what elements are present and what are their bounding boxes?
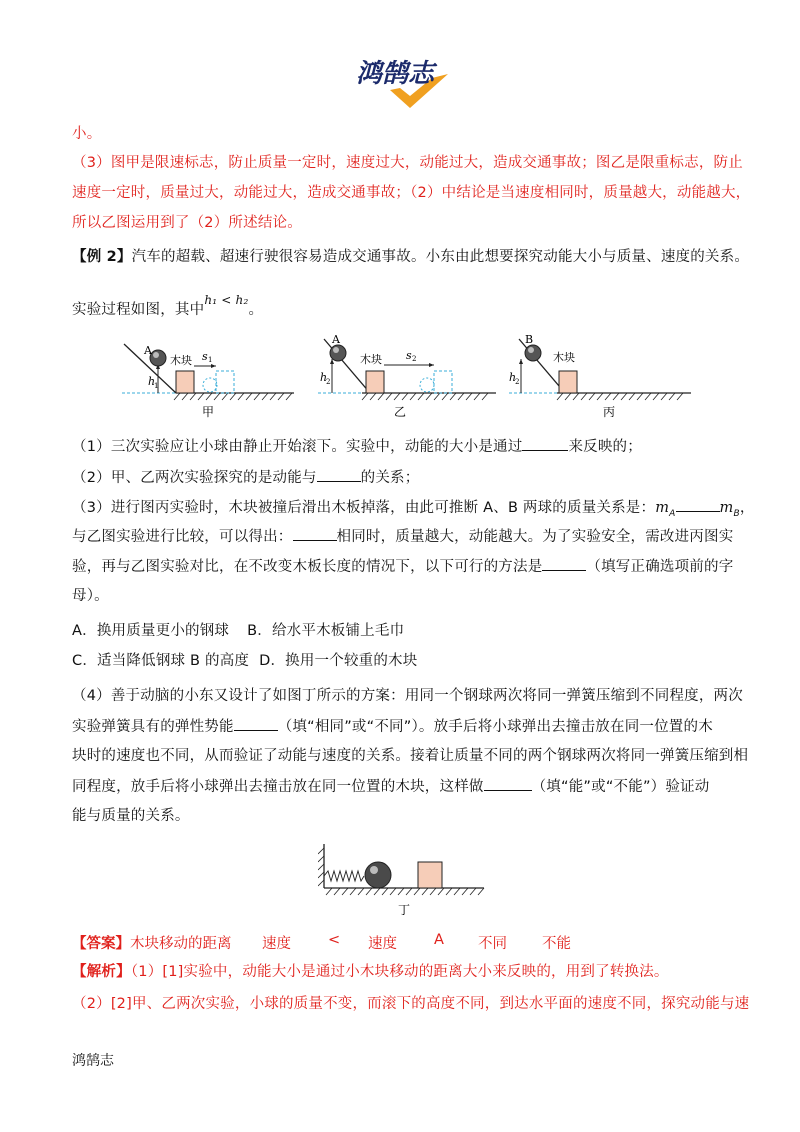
question-4-line3: 块时的速度也不同，从而验证了动能与速度的关系。接着让质量不同的两个钢球两次将同一弹簧压缩到相 (72, 748, 749, 764)
answer-6: 不同 (478, 936, 507, 952)
example-tag: 【例 2】 (72, 249, 132, 265)
svg-text:h: h (148, 375, 156, 388)
question-4-line5: 能与质量的关系。 (72, 808, 190, 824)
svg-text:1: 1 (208, 356, 213, 364)
logo-text: 鸿鹄志 (356, 59, 435, 89)
ball-label: A (144, 344, 152, 357)
figure-bing (505, 333, 695, 423)
prev-answer-line: 所以乙图运用到了（2）所述结论。 (72, 215, 302, 231)
svg-text:h: h (320, 371, 328, 384)
question-4-line2: 实验弹簧具有的弹性势能 （填“相同”或“不同”）。放手后将小球弹出去撞击放在同一位置的木 (72, 716, 713, 737)
svg-text:2: 2 (412, 355, 417, 363)
question-3-line4: 母）。 (72, 588, 109, 604)
figure-caption: 乙 (394, 405, 407, 419)
option-c: C．适当降低钢球 B 的高度 (72, 653, 250, 669)
ball-label: B (525, 333, 534, 346)
question-3-line1: （3）进行图丙实验时，木块被撞后滑出木板掉落，由此可推断 A、B 两球的质量关系是：$m_A$ $m_B$， (72, 497, 755, 524)
question-4-line1: （4）善于动脑的小东又设计了如图丁所示的方案：用同一个钢球两次将同一弹簧压缩到不同程度，两次 (72, 688, 743, 704)
answer-4: 速度 (368, 936, 397, 952)
answer-7: 不能 (542, 936, 571, 952)
answer-label: 【答案】 (72, 936, 130, 952)
answer-blank[interactable] (484, 776, 532, 791)
answer-blank[interactable] (293, 526, 337, 541)
figure-caption: 丁 (398, 903, 411, 917)
analysis-line2: （2）[2]甲、乙两次实验，小球的质量不变，而滚下的高度不同，到达水平面的速度不同，探究动能与速 (72, 996, 750, 1012)
question-2: （2）甲、乙两次实验探究的是动能与 的关系； (72, 467, 419, 488)
svg-text:木块: 木块 (170, 354, 192, 367)
prev-answer-line: 速度一定时，质量过大，动能过大，造成交通事故；（2）中结论是当速度相同时，质量越大，动能越大， (72, 185, 751, 201)
analysis-line1: 【解析】（1）[1]实验中，动能大小是通过小木块移动的距离大小来反映的，用到了转换法。 (72, 964, 669, 980)
question-3-line3: 验，再与乙图实验对比，在不改变木板长度的情况下，以下可行的方法是 （填写正确选项前的字 (72, 556, 733, 577)
svg-text:s: s (406, 349, 412, 362)
figure-caption: 丙 (603, 405, 616, 419)
formula: h₁ < h₂ (204, 293, 249, 307)
svg-text:s: s (202, 350, 208, 363)
svg-text:木块: 木块 (553, 351, 575, 364)
option-b: B．给水平木板铺上毛巾 (247, 623, 405, 639)
example-formula-line: 实验过程如图，其中$^{h_1 < h_2}$。 (72, 293, 264, 318)
answer-blank[interactable] (522, 436, 568, 451)
answer-blank[interactable] (542, 556, 586, 571)
ball-label: A (332, 333, 340, 346)
answer-blank[interactable] (676, 497, 720, 512)
option-a: A．换用质量更小的钢球 (72, 623, 230, 639)
options-row-2 (72, 651, 417, 671)
analysis-label: 【解析】 (72, 964, 131, 980)
answer-3: < (328, 932, 341, 948)
options-row-1 (72, 621, 404, 641)
figure-yi (310, 333, 500, 423)
figure-ding (318, 840, 488, 920)
answer-blank[interactable] (234, 716, 278, 731)
figure-caption: 甲 (202, 405, 215, 418)
prev-answer-line: （3）图甲是限速标志，防止质量一定时，速度过大，动能过大，造成交通事故；图乙是限重标志，防止 (72, 155, 743, 171)
question-4-line4: 同程度，放手后将小球弹出去撞击放在同一位置的木块，这样做 （填“能”或“不能”）验证动 (72, 776, 709, 797)
svg-text:1: 1 (154, 382, 159, 390)
answer-5: A (434, 932, 444, 948)
example-intro: 【例 2】汽车的超载、超速行驶很容易造成交通事故。小东由此想要探究动能大小与质量、速度的关系。 (72, 249, 750, 265)
svg-text:2: 2 (515, 378, 520, 386)
question-3-line2: 与乙图实验进行比较，可以得出： 相同时，质量越大，动能越大。为了实验安全，需改进丙图实 (72, 526, 733, 547)
brand-logo (352, 52, 472, 112)
answer-1: 木块移动的距离 (130, 936, 232, 952)
option-d: D．换用一个较重的木块 (259, 653, 418, 669)
svg-text:h: h (509, 371, 517, 384)
svg-text:2: 2 (326, 378, 331, 386)
question-1: （1）三次实验应让小球由静止开始滚下。实验中，动能的大小是通过 来反映的； (72, 436, 642, 457)
figure-jia (118, 338, 298, 418)
prev-answer-line: 小。 (72, 126, 102, 142)
svg-text:木块: 木块 (360, 353, 382, 366)
answer-2: 速度 (262, 936, 291, 952)
page-footer: 鸿鹄志 (72, 1053, 114, 1069)
answer-blank[interactable] (317, 467, 361, 482)
